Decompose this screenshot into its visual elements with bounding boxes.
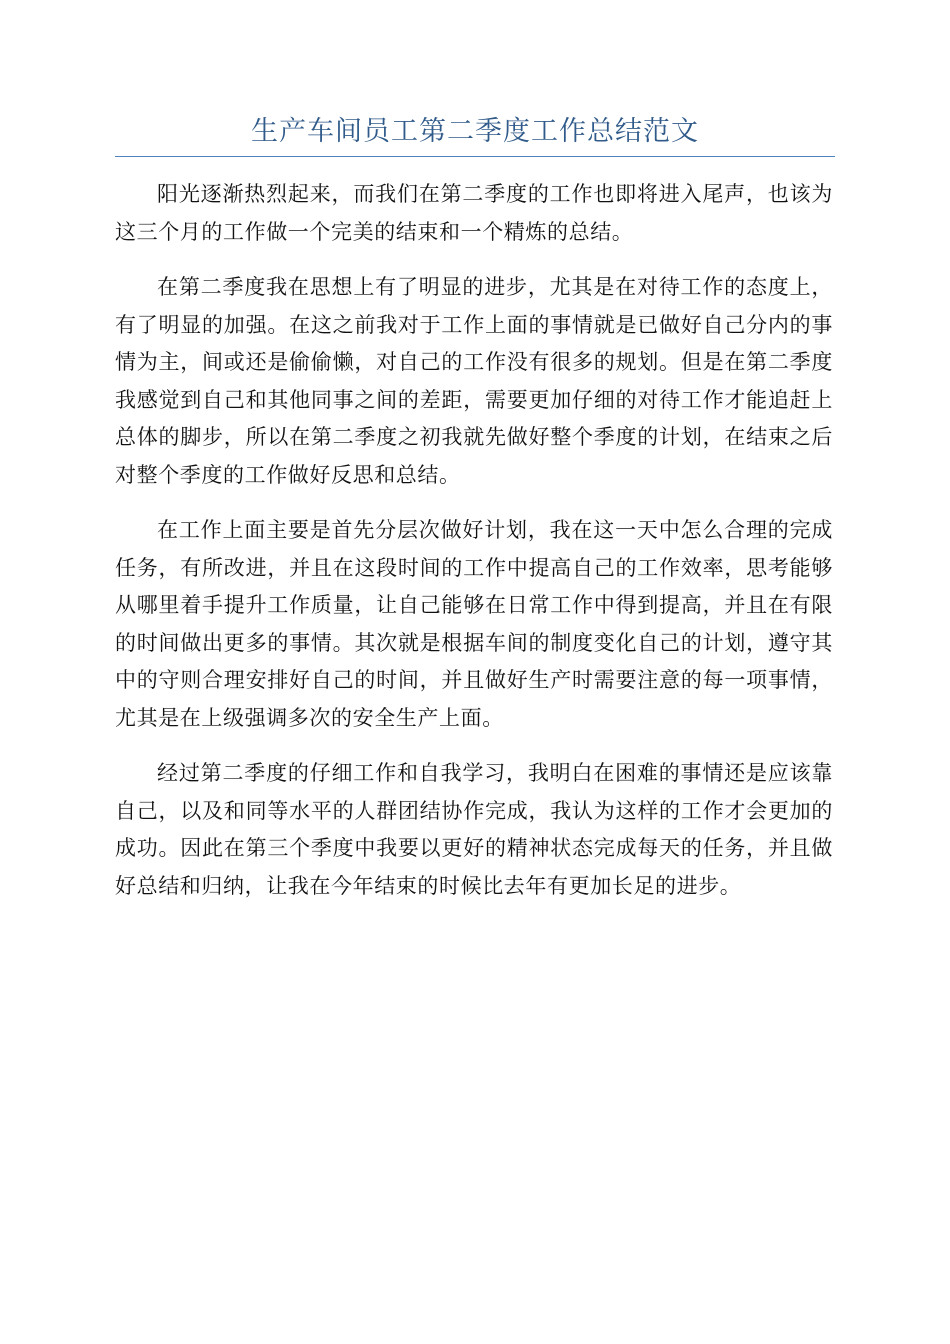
paragraph-2: 在第二季度我在思想上有了明显的进步，尤其是在对待工作的态度上，有了明显的加强。在这之前我对于工作上面的事情就是已做好自己分内的事情为主，间或还是偷偷懒，对自己的工作没有很多的规划。但是在第二季度我感觉到自己和其他同事之间的差距，需要更加仔细的对待工作才能追赶上总体的脚步，所以在第二季度之初我就先做好整个季度的计划，在结束之后对整个季度的工作做好反思和总结。 <box>115 275 833 487</box>
paragraph-1: 阳光逐渐热烈起来，而我们在第二季度的工作也即将进入尾声，也该为这三个月的工作做一个完美的结束和一个精炼的总结。 <box>115 182 833 244</box>
paragraph-3: 在工作上面主要是首先分层次做好计划，我在这一天中怎么合理的完成任务，有所改进，并且在这段时间的工作中提高自己的工作效率，思考能够从哪里着手提升工作质量，让自己能够在日常工作中得到提高，并且在有限的时间做出更多的事情。其次就是根据车间的制度变化自己的计划，遵守其中的守则合理安排好自己的时间，并且做好生产时需要注意的每一项事情，尤其是在上级强调多次的安全生产上面。 <box>115 518 833 730</box>
title-block <box>115 112 835 157</box>
paragraph-4: 经过第二季度的仔细工作和自我学习，我明白在困难的事情还是应该靠自己，以及和同等水平的人群团结协作完成，我认为这样的工作才会更加的成功。因此在第三个季度中我要以更好的精神状态完成每天的任务，并且做好总结和归纳，让我在今年结束的时候比去年有更加长足的进步。 <box>115 761 833 898</box>
document-title: 生产车间员工第二季度工作总结范文 <box>251 116 699 147</box>
document-body <box>115 176 833 923</box>
